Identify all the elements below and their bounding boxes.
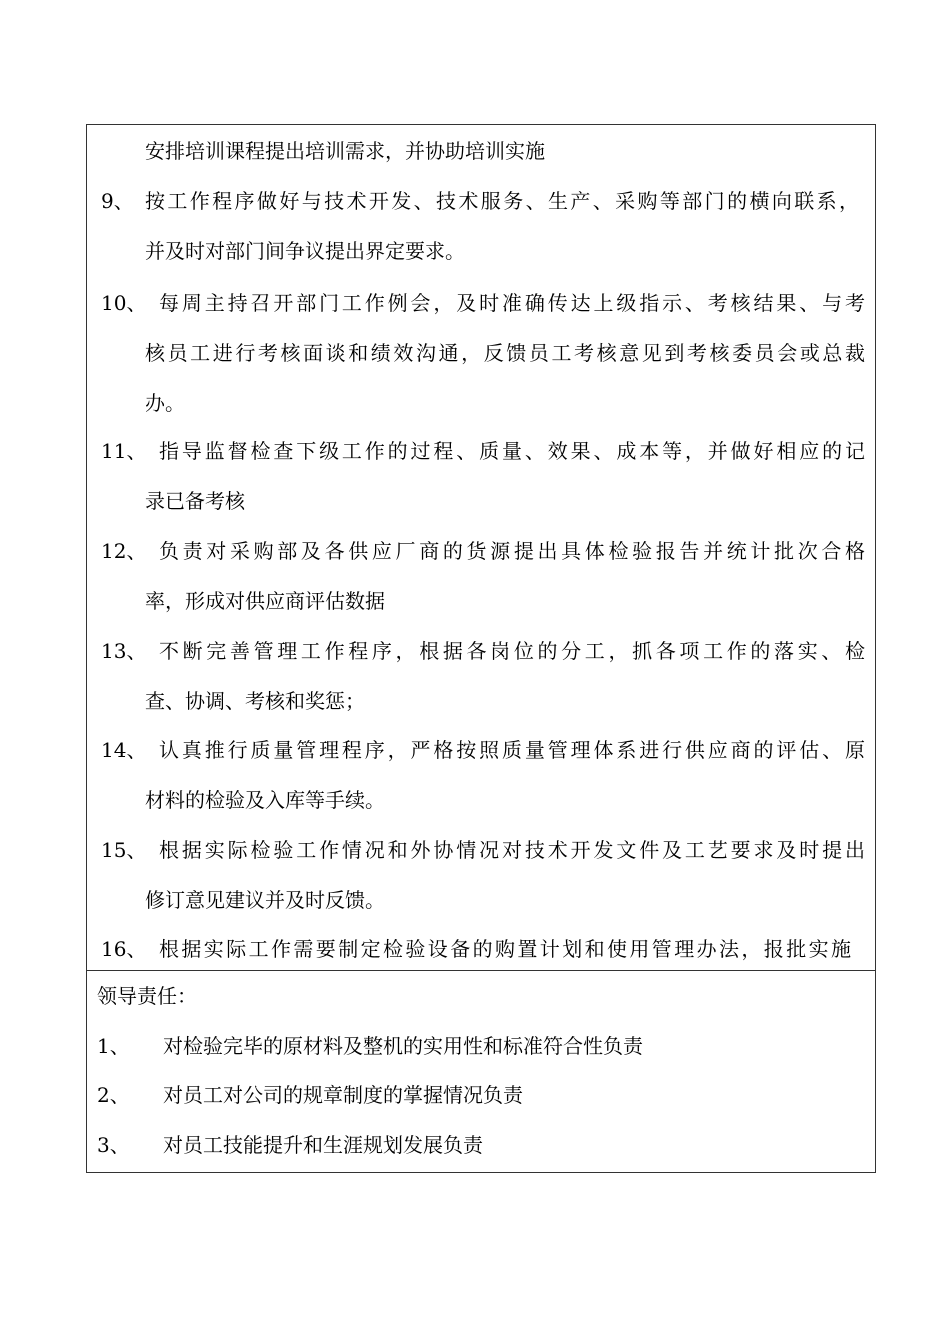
duty-number: 16、	[101, 937, 147, 961]
duty-line: 核员工进行考核面谈和绩效沟通，反馈员工考核意见到考核委员会或总裁	[145, 341, 865, 365]
duty-line: 并及时对部门间争议提出界定要求。	[145, 239, 465, 263]
duty-number: 14、	[101, 738, 147, 762]
duty-number: 13、	[101, 639, 147, 663]
leadership-number: 3、	[97, 1133, 130, 1157]
duty-line: 指导监督检查下级工作的过程、质量、效果、成本等，并做好相应的记	[159, 439, 865, 463]
duties-cell	[87, 125, 875, 971]
duty-line: 查、协调、考核和奖惩；	[145, 689, 365, 713]
duty-continuation-line: 安排培训课程提出培训需求，并协助培训实施	[145, 139, 545, 163]
duty-line: 修订意见建议并及时反馈。	[145, 888, 385, 912]
leadership-item: 对检验完毕的原材料及整机的实用性和标准符合性负责	[163, 1034, 643, 1058]
duty-line: 率，形成对供应商评估数据	[145, 589, 385, 613]
duty-number: 10、	[101, 291, 147, 315]
duty-line: 根据实际工作需要制定检验设备的购置计划和使用管理办法，报批实施	[159, 937, 851, 961]
leadership-number: 2、	[97, 1083, 130, 1107]
duty-number: 9、	[101, 189, 134, 213]
duty-line: 材料的检验及入库等手续。	[145, 788, 385, 812]
duty-line: 认真推行质量管理程序，严格按照质量管理体系进行供应商的评估、原	[159, 738, 865, 762]
leadership-number: 1、	[97, 1034, 130, 1058]
duty-line: 办。	[145, 391, 185, 415]
duty-line: 负责对采购部及各供应厂商的货源提出具体检验报告并统计批次合格	[159, 539, 865, 563]
leadership-item: 对员工对公司的规章制度的掌握情况负责	[163, 1083, 523, 1107]
responsibility-table	[86, 124, 876, 1173]
duty-number: 12、	[101, 539, 147, 563]
leadership-heading: 领导责任：	[97, 984, 197, 1008]
duty-line: 录已备考核	[145, 489, 245, 513]
duty-number: 15、	[101, 838, 147, 862]
duty-line: 根据实际检验工作情况和外协情况对技术开发文件及工艺要求及时提出	[159, 838, 865, 862]
duty-line: 按工作程序做好与技术开发、技术服务、生产、采购等部门的横向联系，	[145, 189, 859, 213]
leadership-item: 对员工技能提升和生涯规划发展负责	[163, 1133, 483, 1157]
leadership-cell	[87, 971, 875, 1172]
duty-line: 每周主持召开部门工作例会，及时准确传达上级指示、考核结果、与考	[159, 291, 865, 315]
duty-number: 11、	[101, 439, 147, 463]
duty-line: 不断完善管理工作程序，根据各岗位的分工，抓各项工作的落实、检	[159, 639, 865, 663]
